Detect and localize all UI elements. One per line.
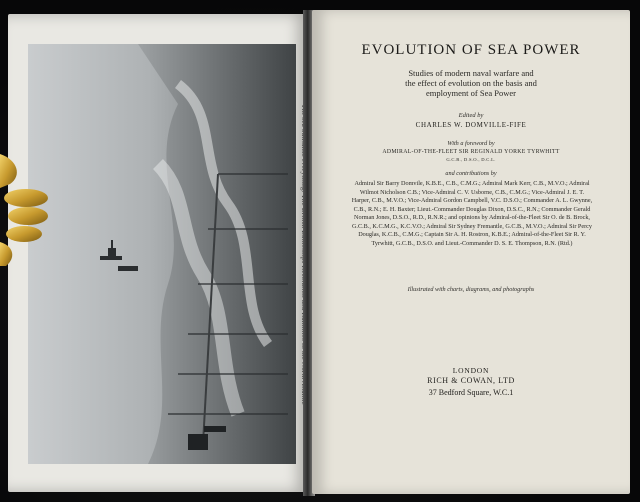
foreword-honours: G.C.B., D.S.O., D.C.L. [446, 157, 496, 162]
left-page [8, 14, 308, 492]
title-page [312, 10, 630, 494]
foreword-author: ADMIRAL-OF-THE-FLEET SIR REGINALD YORKE TYRWHITT [382, 149, 560, 155]
battleship-photo-plate [28, 44, 296, 464]
edited-by-label: Edited by [458, 112, 484, 119]
gold-clasp [0, 154, 50, 266]
publisher-address: 37 Bedford Square, W.C.1 [428, 388, 514, 397]
editor-name: CHARLES W. DOMVILLE-FIFE [415, 121, 527, 129]
foreword-intro: With a foreword by [447, 140, 495, 147]
subtitle-line: employment of Sea Power [426, 88, 516, 98]
book-title: EVOLUTION OF SEA POWER [361, 42, 581, 58]
subtitle-line: the effect of evolution on the basis and [405, 78, 537, 88]
publication-place: LONDON [452, 366, 490, 375]
seascape-illustration [28, 44, 296, 464]
contributors-list: Admiral Sir Barry Domvile, K.B.E., C.B., C.M.G.; Admiral Mark Kerr, C.B., M.V.O.; Admiral Wilmot Nicholson C.B.; Vice-Admiral C. V. Usborne, C.B., C.M.G.; Vice-Admiral J. E. T. Harper, C.B., M.V.O.; Vice-Admiral Gordon Campbell, V.C. D.S.O.; Commander A. L. Gwynne, C.B., R.N.; E. H. Baxter; Lieut.-Commander Douglas Dixon, D.S.C., R.N.; Commander Gerald Norman Jones, D.S.O., R.D., R.N.R.; and opinions by Admiral-of-the-Fleet Sir O. de B. Brock, G.C.B., K.C.M.G., K.C.V.O.; Admiral Sir Sydney Fremantle, G.C.B., M.V.O.; Admiral Sir Percy Douglas, K.C.B., C.M.G.; Captain Sir A. H. Rostron, K.B.E.; Admiral-of-the-Fleet Sir R. Y. Tyrwhitt, G.C.B., D.S.O. and Lieut.-Commander D. S. E. Thompson, R.N. (Rtd.) [351, 180, 593, 247]
contributors-intro: and contributions by [445, 170, 497, 177]
subtitle-line: Studies of modern naval warfare and [408, 68, 534, 78]
illustration-note: Illustrated with charts, diagrams, and photographs [407, 286, 535, 293]
book-subtitle [340, 68, 602, 98]
publisher-name: RICH & COWAN, LTD [427, 376, 515, 385]
